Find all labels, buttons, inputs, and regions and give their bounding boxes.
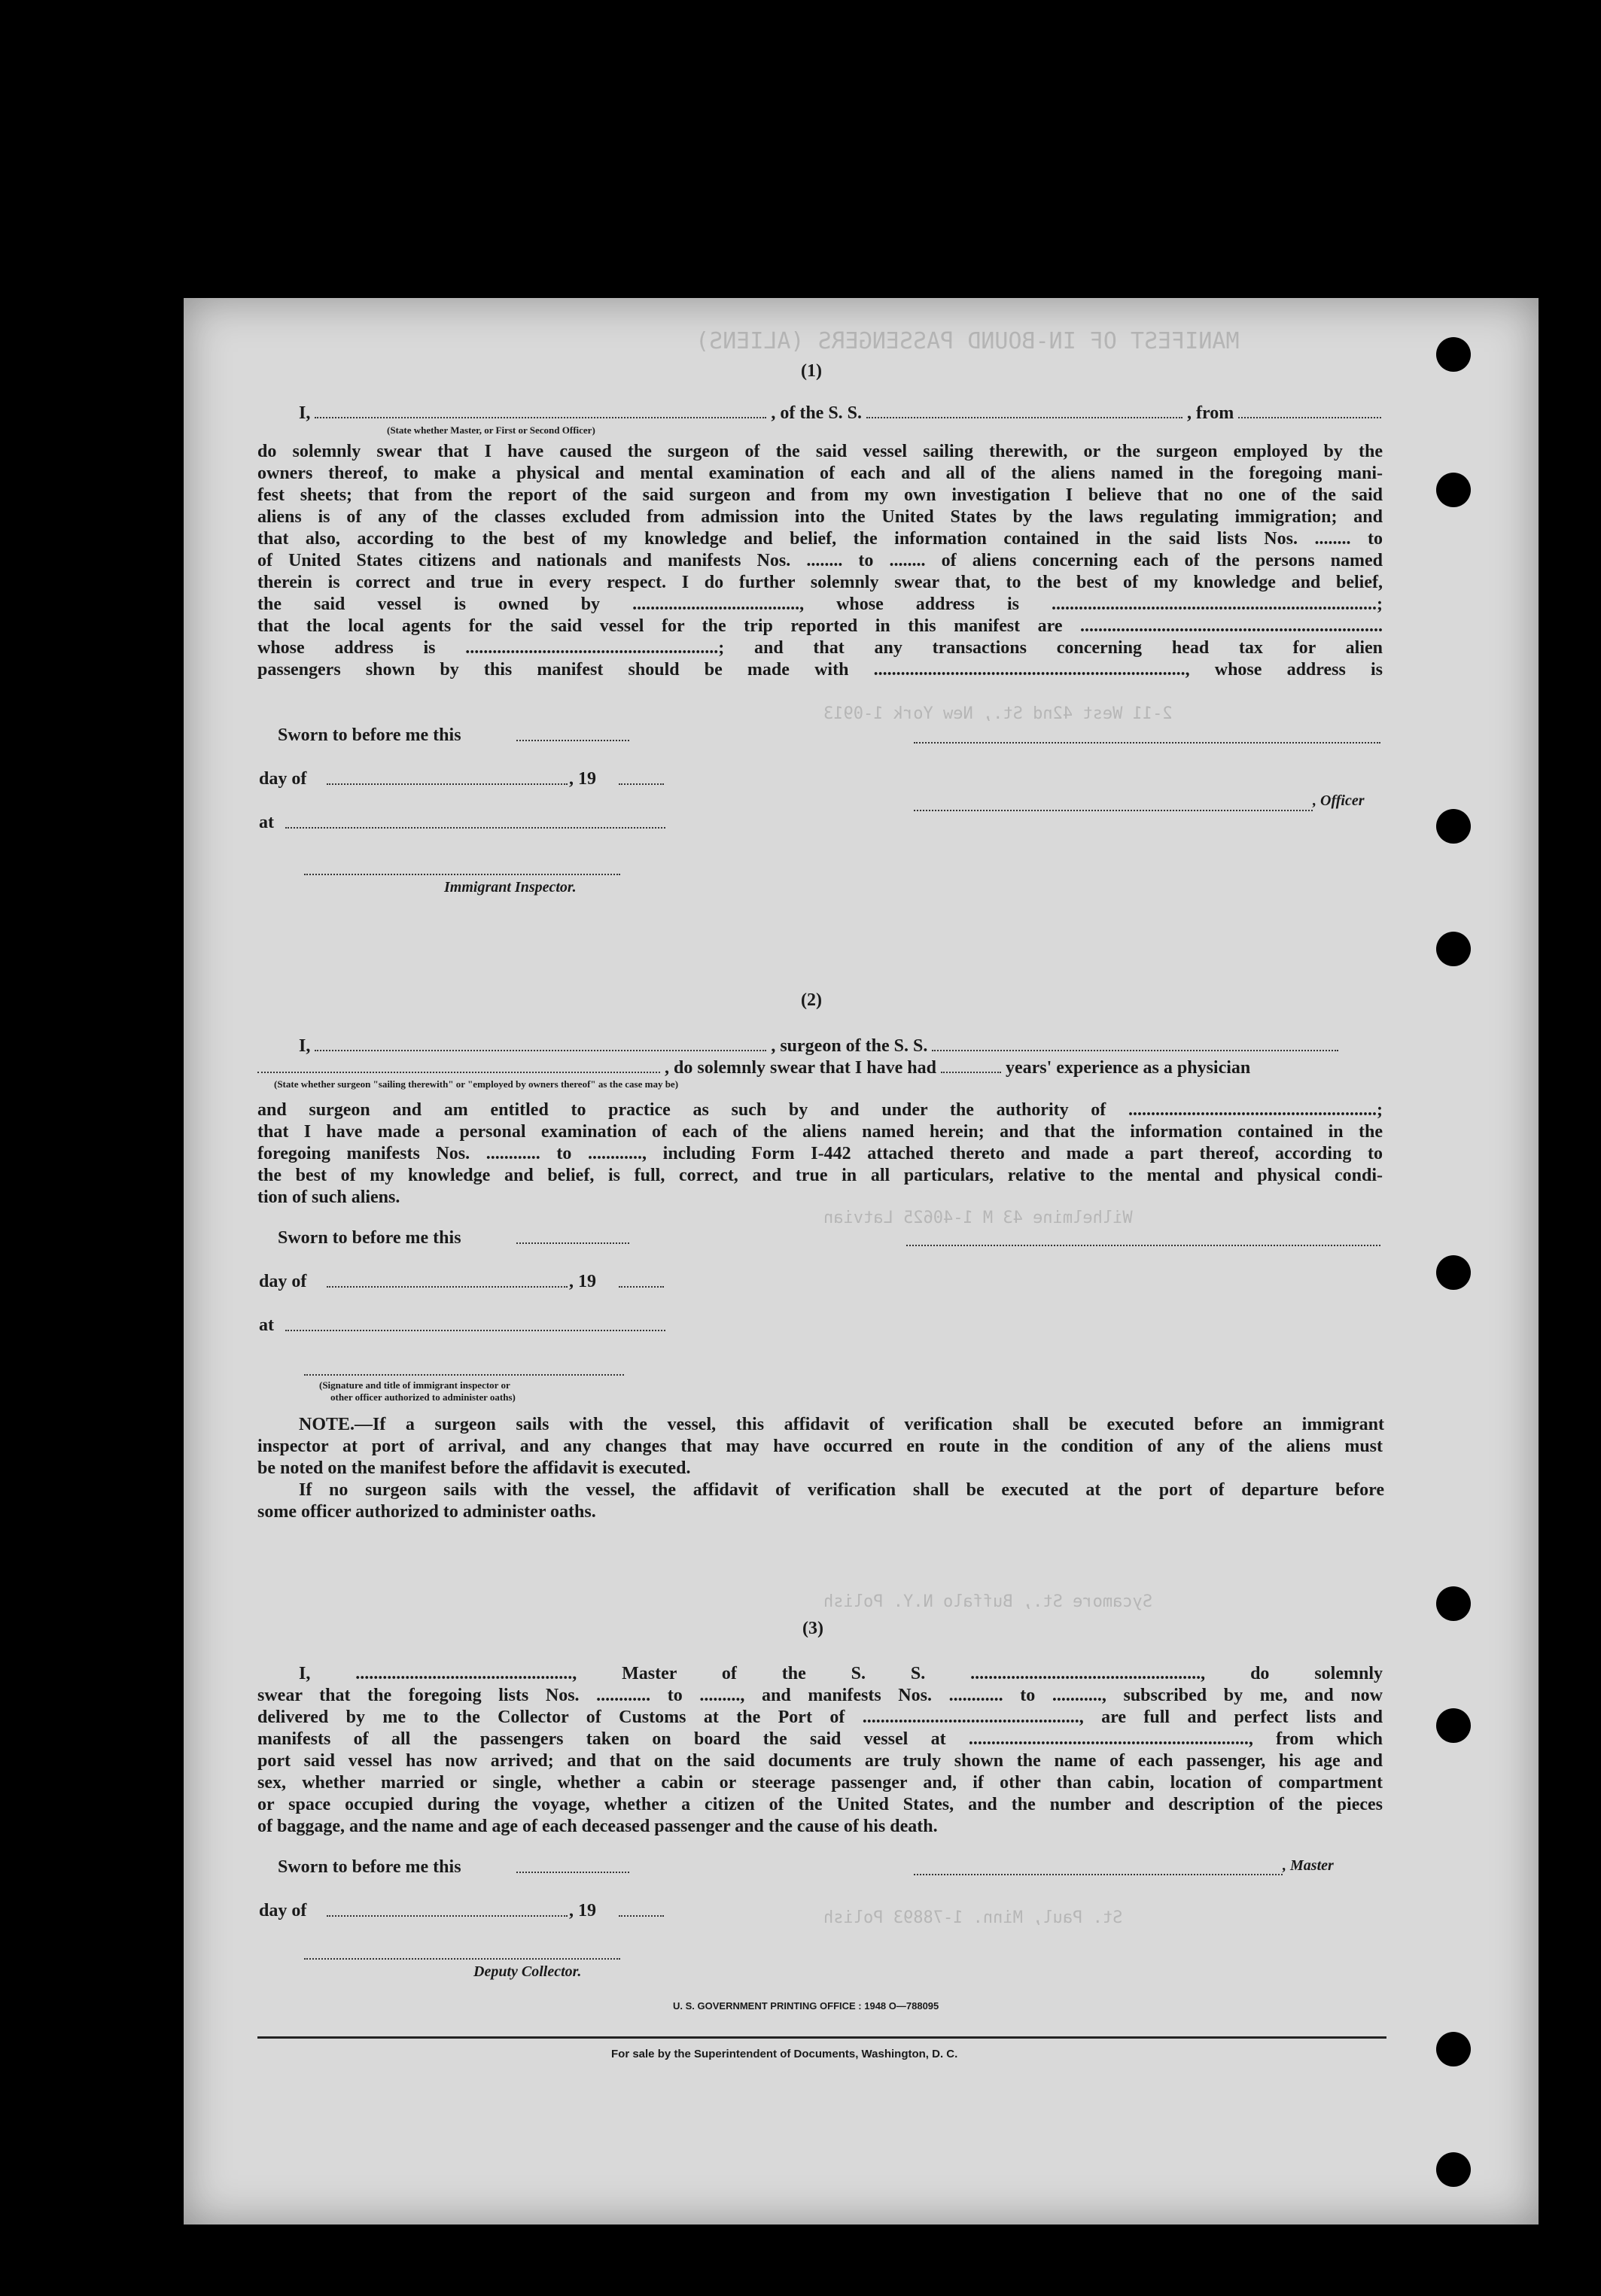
paragraph-line: or space occupied during the voyage, whether a citizen of the United States, and the number and description of the pieces: [257, 1795, 1383, 1814]
year-label-1: , 19: [569, 769, 596, 789]
signature-note-line-1: (Signature and title of immigrant inspector or: [319, 1379, 510, 1391]
officer-signature-line-2[interactable]: [304, 1374, 624, 1376]
sworn-date-field-2[interactable]: [516, 1227, 629, 1244]
surgeon-note: [299, 1414, 1384, 1436]
day-field-2[interactable]: [327, 1271, 568, 1288]
surgeon-of-label: , surgeon of the S. S.: [771, 1036, 928, 1056]
punch-hole: [1436, 337, 1471, 372]
no-surgeon-note-last: some officer authorized to administer oaths.: [257, 1502, 596, 1522]
paragraph-line: and surgeon and am entitled to practice as such by and under the authority of .......................................................;: [257, 1100, 1383, 1120]
location-field-1[interactable]: [285, 812, 665, 829]
day-of-label-2: day of: [259, 1272, 307, 1291]
section-2-line-1: [299, 1035, 1338, 1057]
oath-i-label: I,: [299, 1036, 311, 1056]
deputy-collector-label: Deputy Collector.: [473, 1963, 582, 1980]
sworn-label-3: Sworn to before me this: [278, 1857, 461, 1877]
punch-hole: [1436, 932, 1471, 966]
departure-port-field[interactable]: [1238, 402, 1381, 418]
paragraph-line: sex, whether married or single, whether a cabin or steerage passenger and, if other than cabin, location of compartment: [257, 1773, 1383, 1793]
year-label-2: , 19: [569, 1272, 596, 1291]
day-field-3[interactable]: [327, 1900, 568, 1917]
section-1-paragraph: [257, 441, 1383, 681]
section-2-line-2: [257, 1057, 1250, 1079]
gpo-imprint: U. S. GOVERNMENT PRINTING OFFICE : 1948 O—788095: [673, 2000, 939, 2012]
section-3-paragraph: [257, 1663, 1383, 1816]
surgeon-signature-line[interactable]: [906, 1245, 1380, 1246]
footer-rule: [257, 2036, 1386, 2039]
at-label-2: at: [259, 1315, 274, 1335]
year-field-3[interactable]: [619, 1900, 664, 1917]
paragraph-line: therein is correct and true in every respect. I do further solemnly swear that, to the best of my knowledge and belief,: [257, 573, 1383, 592]
paragraph-line: the said vessel is owned by ....................................., whose address is ........................................................................;: [257, 595, 1383, 614]
surgeon-vessel-field[interactable]: [932, 1035, 1338, 1051]
punch-hole: [1436, 2032, 1471, 2066]
master-label: , Master: [1283, 1857, 1334, 1874]
day-field-1[interactable]: [327, 768, 568, 785]
sworn-label-1: Sworn to before me this: [278, 725, 461, 745]
immigrant-inspector-label: Immigrant Inspector.: [444, 879, 577, 896]
section-1-line-1: [299, 402, 1381, 424]
surgeon-note-cont: [257, 1436, 1383, 1458]
paragraph-line: port said vessel has now arrived; and that on the said documents are truly shown the name of each passenger, his age and: [257, 1751, 1383, 1771]
surgeon-status-field[interactable]: [257, 1057, 660, 1073]
bleed-through: Wilhelmine 43 M 1-40625 Latvian: [823, 1209, 1133, 1227]
punch-hole: [1436, 1708, 1471, 1743]
paragraph-line: manifests of all the passengers taken on board the said vessel at .............................................................., from which: [257, 1729, 1383, 1749]
paragraph-line: aliens is of any of the classes excluded from admission into the United States by the laws regulating immigration; and: [257, 507, 1383, 527]
note-line: If no surgeon sails with the vessel, the affidavit of verification shall be executed at the port of departure before: [299, 1480, 1384, 1500]
master-signature-line[interactable]: [914, 1874, 1283, 1875]
sworn-date-field-1[interactable]: [516, 725, 629, 741]
paragraph-line: of United States citizens and nationals and manifests Nos. ........ to ........ of aliens concerning each of the persons named: [257, 551, 1383, 570]
paragraph-line: passengers shown by this manifest should be made with ....................................................................., whose address is: [257, 660, 1383, 680]
paragraph-line: owners thereof, to make a physical and mental examination of each and all of the aliens named in the foregoing mani-: [257, 464, 1383, 483]
bleed-through: Sycamore St., Buffalo N.Y. Polish: [823, 1592, 1153, 1611]
punch-hole: [1436, 2152, 1471, 2187]
paragraph-line: swear that the foregoing lists Nos. ............ to ........., and manifests Nos. ............ to ..........., subscribed by me, and now: [257, 1686, 1383, 1705]
year-label-3: , 19: [569, 1901, 596, 1920]
paragraph-line: that the local agents for the said vessel for the trip reported in this manifest are ...................................................................: [257, 616, 1383, 636]
at-label-1: at: [259, 813, 274, 832]
sworn-label-2: Sworn to before me this: [278, 1228, 461, 1248]
punch-hole: [1436, 473, 1471, 507]
officer-name-field[interactable]: [315, 402, 766, 418]
years-field[interactable]: [941, 1057, 1001, 1073]
sworn-date-field-3[interactable]: [516, 1857, 629, 1873]
years-experience-label: years' experience as a physician: [1005, 1058, 1251, 1078]
vessel-label: , of the S. S.: [771, 403, 863, 423]
officer-title-line[interactable]: [914, 810, 1313, 811]
note-last-line: be noted on the manifest before the affidavit is executed.: [257, 1458, 691, 1478]
year-field-1[interactable]: [619, 768, 664, 785]
officer-label: , Officer: [1313, 792, 1365, 809]
paragraph-line: delivered by me to the Collector of Customs at the Port of ................................................, are full and perfect lists and: [257, 1708, 1383, 1727]
no-surgeon-note: [299, 1479, 1384, 1501]
bleed-through: St. Paul, Minn. 1-78893 Polish: [823, 1908, 1123, 1927]
paragraph-line: do solemnly swear that I have caused the surgeon of the said vessel sailing therewith, or the surgeon employed by the: [257, 442, 1383, 461]
punch-hole: [1436, 1255, 1471, 1290]
bleed-through: 2-11 West 42nd St., New York 1-0913: [823, 704, 1173, 723]
punch-hole: [1436, 809, 1471, 844]
officer-rank-note: (State whether Master, or First or Second Officer): [387, 424, 595, 436]
paragraph-line: whose address is ........................................................; and that any transactions concerning head tax for alien: [257, 638, 1383, 658]
paragraph-line: that also, according to the best of my knowledge and belief, the information contained in the said lists Nos. ........ to: [257, 529, 1383, 549]
from-label: , from: [1187, 403, 1234, 423]
signature-note-line-2: other officer authorized to administer oaths): [330, 1391, 516, 1403]
section-1-number: (1): [801, 361, 822, 381]
paragraph-line: the best of my knowledge and belief, is full, correct, and true in all particulars, relative to the mental and physical condi-: [257, 1166, 1383, 1185]
paragraph-line: I, ................................................, Master of the S. S. ..................................................., do solemnly: [299, 1664, 1383, 1683]
paragraph-line: that I have made a personal examination of each of the aliens named herein; and that the information contained in the: [257, 1122, 1383, 1142]
section-2-paragraph: [257, 1099, 1383, 1187]
paragraph-last-line: of baggage, and the name and age of each deceased passenger and the cause of his death.: [257, 1817, 938, 1836]
collector-signature-line[interactable]: [304, 1958, 620, 1960]
oath-i-label: I,: [299, 403, 311, 423]
day-of-label-1: day of: [259, 769, 307, 789]
bleed-through: MANIFEST OF IN-BOUND PASSENGERS (ALIENS): [695, 328, 1240, 354]
day-of-label-3: day of: [259, 1901, 307, 1920]
swear-label: , do solemnly swear that I have had: [665, 1058, 936, 1078]
section-3-number: (3): [802, 1619, 823, 1638]
year-field-2[interactable]: [619, 1271, 664, 1288]
paragraph-line: fest sheets; that from the report of the said surgeon and from my own investigation I believe that no one of the said: [257, 485, 1383, 505]
paragraph-last-line: tion of such aliens.: [257, 1188, 400, 1207]
vessel-name-field[interactable]: [866, 402, 1182, 418]
surgeon-status-note: (State whether surgeon "sailing therewith" or "employed by owners thereof" as the case may be): [274, 1078, 679, 1090]
officer-signature-line[interactable]: [914, 742, 1380, 744]
note-line: inspector at port of arrival, and any changes that may have occurred en route in the condition of any of the aliens must: [257, 1437, 1383, 1456]
inspector-signature-line[interactable]: [304, 874, 620, 875]
surgeon-name-field[interactable]: [315, 1035, 766, 1051]
punch-hole: [1436, 1586, 1471, 1621]
for-sale-notice: For sale by the Superintendent of Documents, Washington, D. C.: [611, 2048, 958, 2060]
document-page: [184, 298, 1539, 2225]
note-line: NOTE.—If a surgeon sails with the vessel, this affidavit of verification shall be executed before an immigrant: [299, 1415, 1384, 1434]
section-2-number: (2): [801, 990, 822, 1010]
paragraph-line: foregoing manifests Nos. ............ to ............, including Form I-442 attached thereto and made a part thereof, according to: [257, 1144, 1383, 1163]
location-field-2[interactable]: [285, 1315, 665, 1331]
